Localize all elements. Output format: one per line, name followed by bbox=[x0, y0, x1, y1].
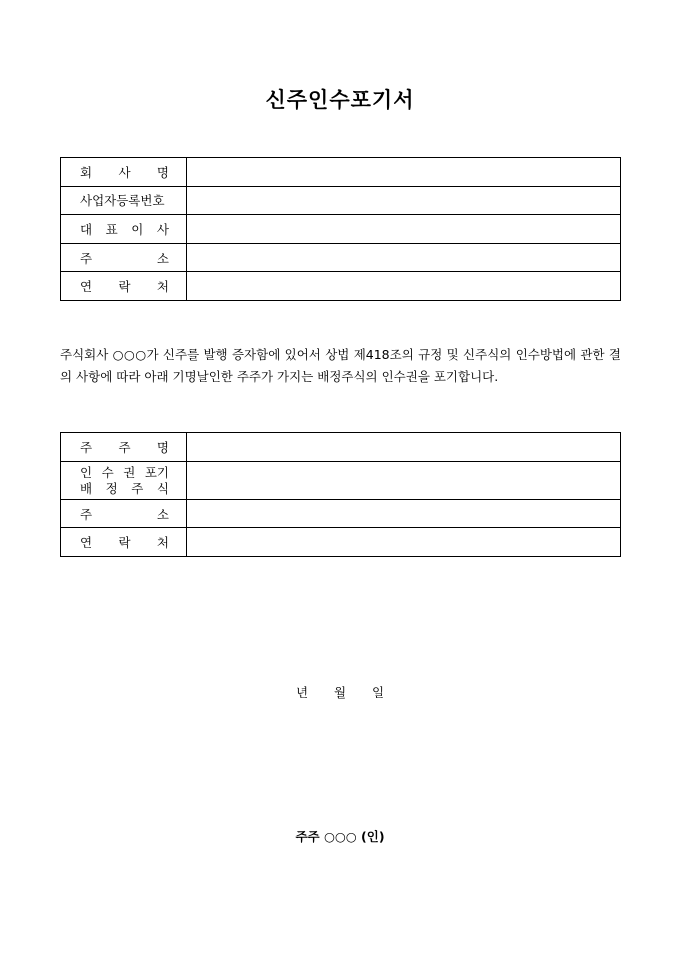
label-char: 사 bbox=[118, 164, 131, 180]
label-char: 사업자등록번호 bbox=[80, 193, 165, 209]
label-char: 표 bbox=[105, 221, 118, 237]
business-number-label bbox=[61, 186, 187, 215]
company-contact-field[interactable] bbox=[187, 272, 621, 301]
company-address-label bbox=[61, 243, 187, 272]
shareholder-info-table bbox=[60, 432, 621, 557]
table-row bbox=[61, 158, 621, 187]
label-char: 처 bbox=[156, 535, 169, 550]
table-row bbox=[61, 528, 621, 557]
representative-label bbox=[61, 215, 187, 244]
shareholder-contact-label bbox=[61, 528, 187, 557]
label-char: 권 bbox=[123, 464, 136, 480]
table-row bbox=[61, 500, 621, 528]
business-number-field[interactable] bbox=[187, 186, 621, 215]
table-row bbox=[61, 243, 621, 272]
label-char: 처 bbox=[156, 279, 169, 295]
label-char: 락 bbox=[118, 535, 131, 550]
table-row bbox=[61, 272, 621, 301]
shareholder-signature: 주주 ○○○ (인) bbox=[295, 829, 385, 844]
label-char: 배 bbox=[80, 480, 93, 496]
company-name-label bbox=[61, 158, 187, 187]
label-char: 주 bbox=[80, 250, 93, 266]
label-char: 주 bbox=[80, 506, 93, 522]
label-char: 회 bbox=[80, 164, 93, 180]
waiver-statement: 주식회사 ○○○가 신주를 발행 증자함에 있어서 상법 제418조의 규정 및 신주식의 인수방법에 관한 결의 사항에 따라 아래 기명날인한 주주가 가지는 배정주식의 인수권을 포기합니다. bbox=[60, 347, 621, 384]
table-row bbox=[61, 433, 621, 462]
table-row bbox=[61, 215, 621, 244]
label-char: 주 bbox=[80, 440, 93, 455]
label-char: 소 bbox=[156, 250, 169, 266]
label-char: 식 bbox=[156, 480, 169, 496]
shareholder-address-label bbox=[61, 500, 187, 528]
company-name-field[interactable] bbox=[187, 158, 621, 187]
label-char: 이 bbox=[131, 221, 144, 237]
table-row bbox=[61, 186, 621, 215]
label-char: 정 bbox=[105, 480, 118, 496]
month-label: 월 bbox=[334, 685, 347, 700]
waived-shares-field[interactable] bbox=[187, 462, 621, 500]
year-label: 년 bbox=[296, 685, 309, 700]
shareholder-name-field[interactable] bbox=[187, 433, 621, 462]
representative-field[interactable] bbox=[187, 215, 621, 244]
label-char: 주 bbox=[131, 480, 144, 496]
label-char: 포기 bbox=[144, 464, 169, 480]
table-row bbox=[61, 462, 621, 500]
company-address-field[interactable] bbox=[187, 243, 621, 272]
label-char: 주 bbox=[118, 440, 131, 455]
label-char: 연 bbox=[80, 279, 93, 295]
shareholder-address-field[interactable] bbox=[187, 500, 621, 528]
label-char: 락 bbox=[118, 279, 131, 295]
waived-shares-label bbox=[61, 462, 187, 500]
label-char: 소 bbox=[156, 506, 169, 522]
day-label: 일 bbox=[372, 685, 385, 700]
label-char: 명 bbox=[156, 164, 169, 180]
label-char: 명 bbox=[156, 440, 169, 455]
label-char: 수 bbox=[101, 464, 114, 480]
label-char: 인 bbox=[80, 464, 93, 480]
label-char: 사 bbox=[156, 221, 169, 237]
shareholder-contact-field[interactable] bbox=[187, 528, 621, 557]
label-char: 대 bbox=[80, 221, 93, 237]
label-char: 연 bbox=[80, 535, 93, 550]
document-title: 신주인수포기서 bbox=[265, 87, 415, 112]
company-contact-label bbox=[61, 272, 187, 301]
company-info-table bbox=[60, 157, 621, 301]
shareholder-name-label bbox=[61, 433, 187, 462]
